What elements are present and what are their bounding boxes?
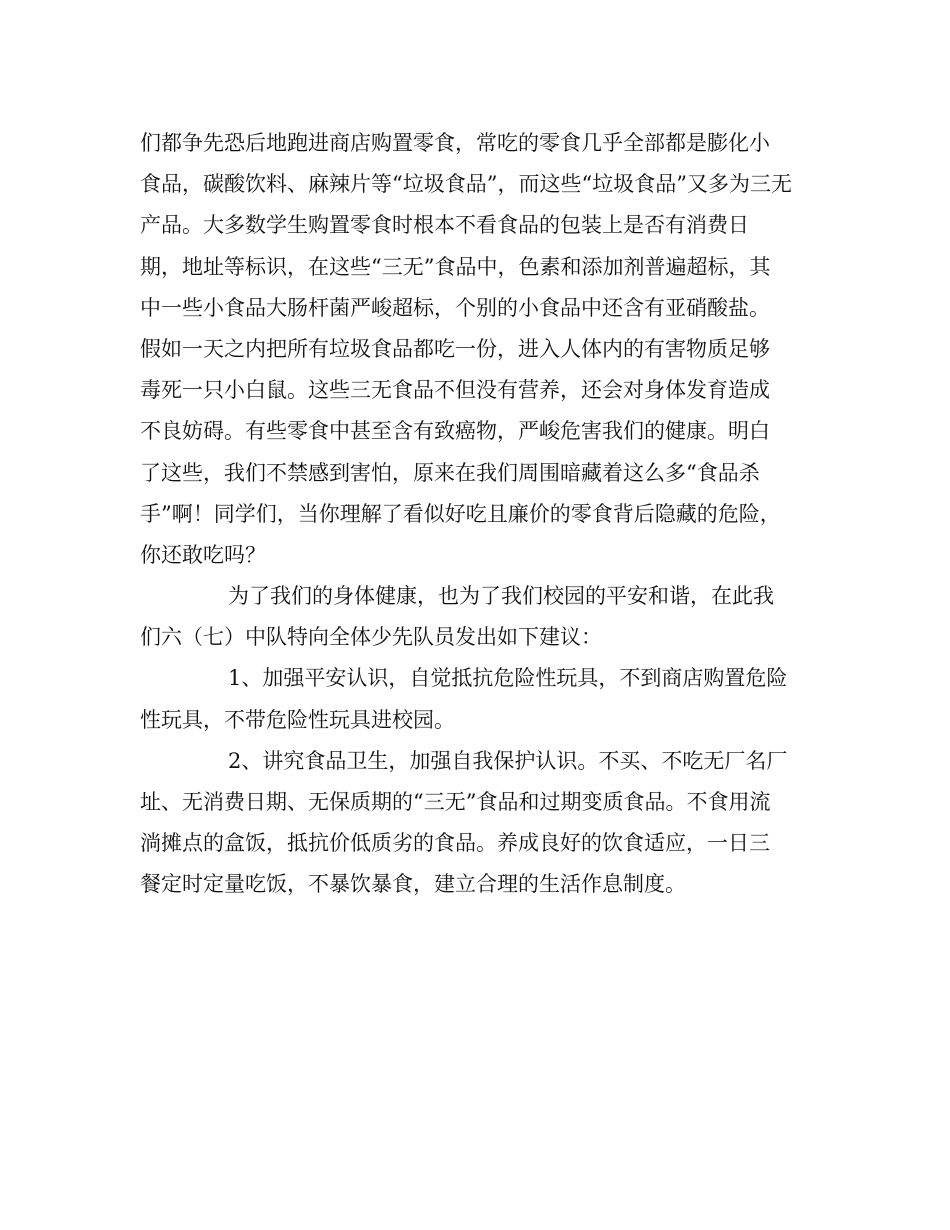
paragraph-3-line-1: 1、加强平安认识，自觉抵抗危险性玩具，不到商店购置危险 (228, 666, 788, 691)
paragraph-1-line-11: 你还敢吃吗？ (140, 542, 266, 567)
paragraph-2-line-2: 们六（七）中队特向全体少先队员发出如下建议： (140, 625, 602, 650)
paragraph-4-line-4: 餐定时定量吃饭，不暴饮暴食，建立合理的生活作息制度。 (140, 872, 686, 897)
paragraph-2-line-1: 为了我们的身体健康，也为了我们校园的平安和谐，在此我 (228, 584, 774, 609)
paragraph-3-line-2: 性玩具，不带危险性玩具进校园。 (140, 707, 455, 732)
paragraph-4-line-1: 2、讲究食品卫生，加强自我保护认识。不买、不吃无厂名厂 (228, 748, 788, 773)
paragraph-4-line-3: 淌摊点的盒饭，抵抗价低质劣的食品。养成良好的饮食适应，一日三 (140, 831, 770, 856)
paragraph-1-line-1: 们都争先恐后地跑进商店购置零食，常吃的零食几乎全部都是膨化小 (140, 131, 770, 155)
paragraph-1-line-5: 中一些小食品大肠杆菌严峻超标，个别的小食品中还含有亚硝酸盐。 (140, 295, 770, 320)
paragraph-1-line-10: 手”啊！同学们，当你理解了看似好吃且廉价的零食背后隐藏的危险， (140, 501, 781, 526)
paragraph-1-line-8: 不良妨碍。有些零食中甚至含有致癌物，严峻危害我们的健康。明白 (140, 419, 770, 444)
paragraph-1-line-7: 毒死一只小白鼠。这些三无食品不但没有营养，还会对身体发育造成 (140, 378, 770, 403)
paragraph-1-line-2: 食品，碳酸饮料、麻辣片等“垃圾食品”，而这些“垃圾食品”又多为三无 (140, 172, 792, 197)
paragraph-1-line-6: 假如一天之内把所有垃圾食品都吃一份，进入人体内的有害物质足够 (140, 336, 770, 361)
paragraph-1-line-3: 产品。大多数学生购置零食时根本不看食品的包装上是否有消费日 (140, 213, 749, 238)
paragraph-4-line-2: 址、无消费日期、无保质期的“三无”食品和过期变质食品。不食用流 (140, 790, 771, 814)
paragraph-1-line-9: 了这些，我们不禁感到害怕，原来在我们周围暗藏着这么多“食品杀 (140, 460, 760, 485)
paragraph-1-line-4: 期，地址等标识，在这些“三无”食品中，色素和添加剂普遍超标，其 (140, 254, 771, 279)
document-body (140, 123, 820, 906)
